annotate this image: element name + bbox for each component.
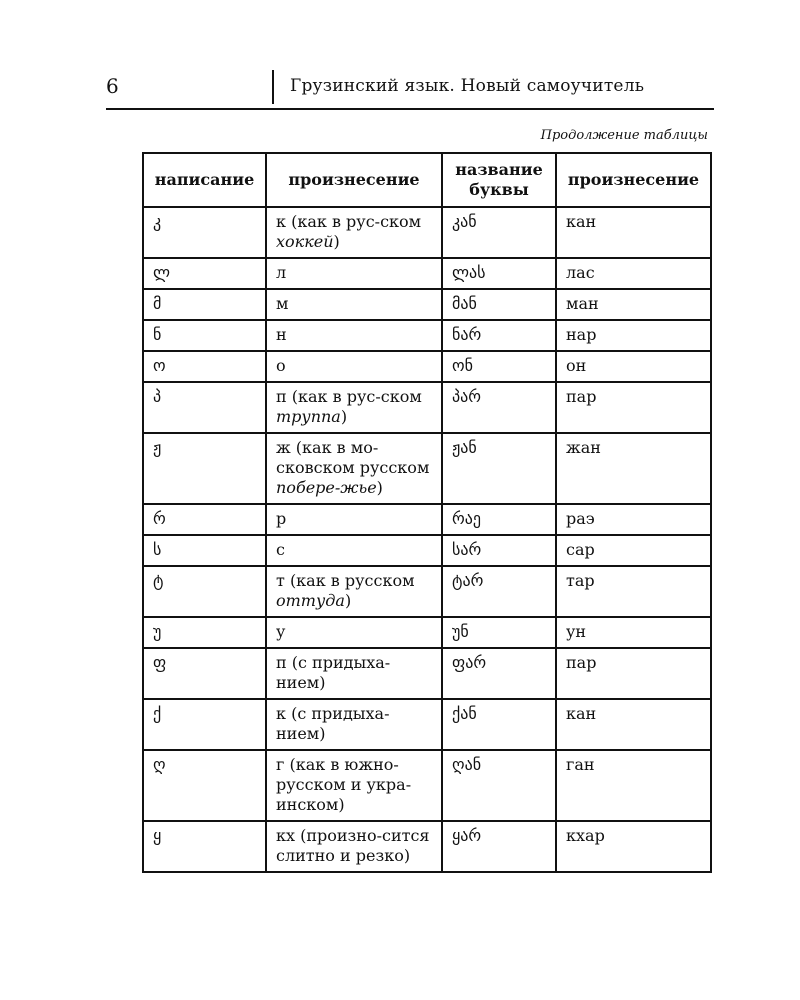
letter-name-cell: რაე	[442, 504, 556, 535]
letter-cell: ნ	[143, 320, 266, 351]
letter-cell: მ	[143, 289, 266, 320]
pronunciation-cell	[266, 566, 442, 617]
name-pronunciation-cell: ман	[556, 289, 711, 320]
letter-name-cell: ონ	[442, 351, 556, 382]
letter-cell: კ	[143, 207, 266, 258]
pronunciation-text: к (как в рус-ском	[276, 212, 422, 231]
pronunciation-text: п (как в рус-ском	[276, 387, 422, 406]
letter-cell: ყ	[143, 821, 266, 872]
letter-cell: ს	[143, 535, 266, 566]
letter-name-cell: ღან	[442, 750, 556, 821]
letter-name-cell: კან	[442, 207, 556, 258]
column-header-letter-name: название буквы	[442, 153, 556, 207]
pronunciation-cell	[266, 535, 442, 566]
name-pronunciation-cell: ган	[556, 750, 711, 821]
name-pronunciation-cell: нар	[556, 320, 711, 351]
table-row	[143, 320, 711, 351]
letter-name-cell: ნარ	[442, 320, 556, 351]
pronunciation-text: г (как в южно-русском и укра-инском)	[276, 755, 412, 814]
name-pronunciation-cell: сар	[556, 535, 711, 566]
table-continued-note: Продолжение таблицы	[540, 128, 708, 143]
name-pronunciation-cell: кан	[556, 207, 711, 258]
pronunciation-cell	[266, 320, 442, 351]
name-pronunciation-cell: ун	[556, 617, 711, 648]
table-row	[143, 566, 711, 617]
pronunciation-text: м	[276, 294, 289, 313]
letter-name-cell: ქან	[442, 699, 556, 750]
header-rule	[106, 108, 714, 110]
pronunciation-cell	[266, 207, 442, 258]
name-pronunciation-cell: жан	[556, 433, 711, 504]
pronunciation-cell	[266, 504, 442, 535]
letter-cell: რ	[143, 504, 266, 535]
name-pronunciation-cell: раэ	[556, 504, 711, 535]
table-row	[143, 382, 711, 433]
letter-name-cell: ტარ	[442, 566, 556, 617]
pronunciation-end: )	[376, 478, 383, 497]
pronunciation-text: п (с придыха-нием)	[276, 653, 391, 692]
column-header-spelling: написание	[143, 153, 266, 207]
pronunciation-cell	[266, 433, 442, 504]
table-row	[143, 617, 711, 648]
header-divider	[272, 70, 274, 104]
table-row	[143, 821, 711, 872]
table-row	[143, 750, 711, 821]
letter-cell: პ	[143, 382, 266, 433]
letter-name-cell: მან	[442, 289, 556, 320]
pronunciation-text: т (как в русском	[276, 571, 415, 590]
example-word: оттуда	[276, 591, 345, 610]
book-title: Грузинский язык. Новый самоучитель	[290, 76, 645, 96]
pronunciation-cell	[266, 821, 442, 872]
table-row	[143, 699, 711, 750]
pronunciation-text: р	[276, 509, 287, 528]
pronunciation-cell	[266, 750, 442, 821]
letter-cell: უ	[143, 617, 266, 648]
letter-name-cell: ყარ	[442, 821, 556, 872]
pronunciation-text: ж (как в мо-сковском русском	[276, 438, 430, 477]
alphabet-table	[142, 152, 712, 873]
pronunciation-text: л	[276, 263, 287, 282]
pronunciation-end: )	[340, 407, 348, 426]
pronunciation-cell	[266, 289, 442, 320]
running-header	[106, 70, 714, 106]
pronunciation-text: у	[276, 622, 286, 641]
letter-name-cell: ლას	[442, 258, 556, 289]
table-header-row	[143, 153, 711, 207]
letter-name-cell: პარ	[442, 382, 556, 433]
column-header-name-pronunciation: произнесение	[556, 153, 711, 207]
pronunciation-text: о	[276, 356, 286, 375]
letter-cell: ღ	[143, 750, 266, 821]
letter-name-cell: ჟან	[442, 433, 556, 504]
table-row	[143, 289, 711, 320]
pronunciation-cell	[266, 382, 442, 433]
column-header-pronunciation: произнесение	[266, 153, 442, 207]
pronunciation-text: к (с придыха-нием)	[276, 704, 390, 743]
table-row	[143, 433, 711, 504]
pronunciation-end: )	[333, 232, 340, 251]
table-row	[143, 535, 711, 566]
name-pronunciation-cell: лас	[556, 258, 711, 289]
letter-name-cell: ფარ	[442, 648, 556, 699]
letter-cell: ტ	[143, 566, 266, 617]
pronunciation-cell	[266, 617, 442, 648]
table-row	[143, 504, 711, 535]
letter-name-cell: უნ	[442, 617, 556, 648]
example-word: побере-жье	[276, 478, 377, 497]
pronunciation-text: н	[276, 325, 287, 344]
name-pronunciation-cell: кхар	[556, 821, 711, 872]
name-pronunciation-cell: тар	[556, 566, 711, 617]
letter-cell: ჟ	[143, 433, 266, 504]
example-word: труппа	[276, 407, 341, 426]
table-row	[143, 351, 711, 382]
letter-cell: ფ	[143, 648, 266, 699]
name-pronunciation-cell: пар	[556, 648, 711, 699]
letter-cell: ო	[143, 351, 266, 382]
letter-cell: ლ	[143, 258, 266, 289]
pronunciation-text: кх (произно-сится слитно и резко)	[276, 826, 430, 865]
example-word: хоккей	[276, 232, 334, 251]
pronunciation-cell	[266, 699, 442, 750]
pronunciation-text: с	[276, 540, 285, 559]
pronunciation-cell	[266, 351, 442, 382]
pronunciation-cell	[266, 648, 442, 699]
table-row	[143, 207, 711, 258]
table-row	[143, 258, 711, 289]
name-pronunciation-cell: кан	[556, 699, 711, 750]
name-pronunciation-cell: пар	[556, 382, 711, 433]
name-pronunciation-cell: он	[556, 351, 711, 382]
page-number: 6	[106, 74, 119, 98]
letter-cell: ქ	[143, 699, 266, 750]
pronunciation-cell	[266, 258, 442, 289]
letter-name-cell: სარ	[442, 535, 556, 566]
table-row	[143, 648, 711, 699]
pronunciation-end: )	[344, 591, 352, 610]
